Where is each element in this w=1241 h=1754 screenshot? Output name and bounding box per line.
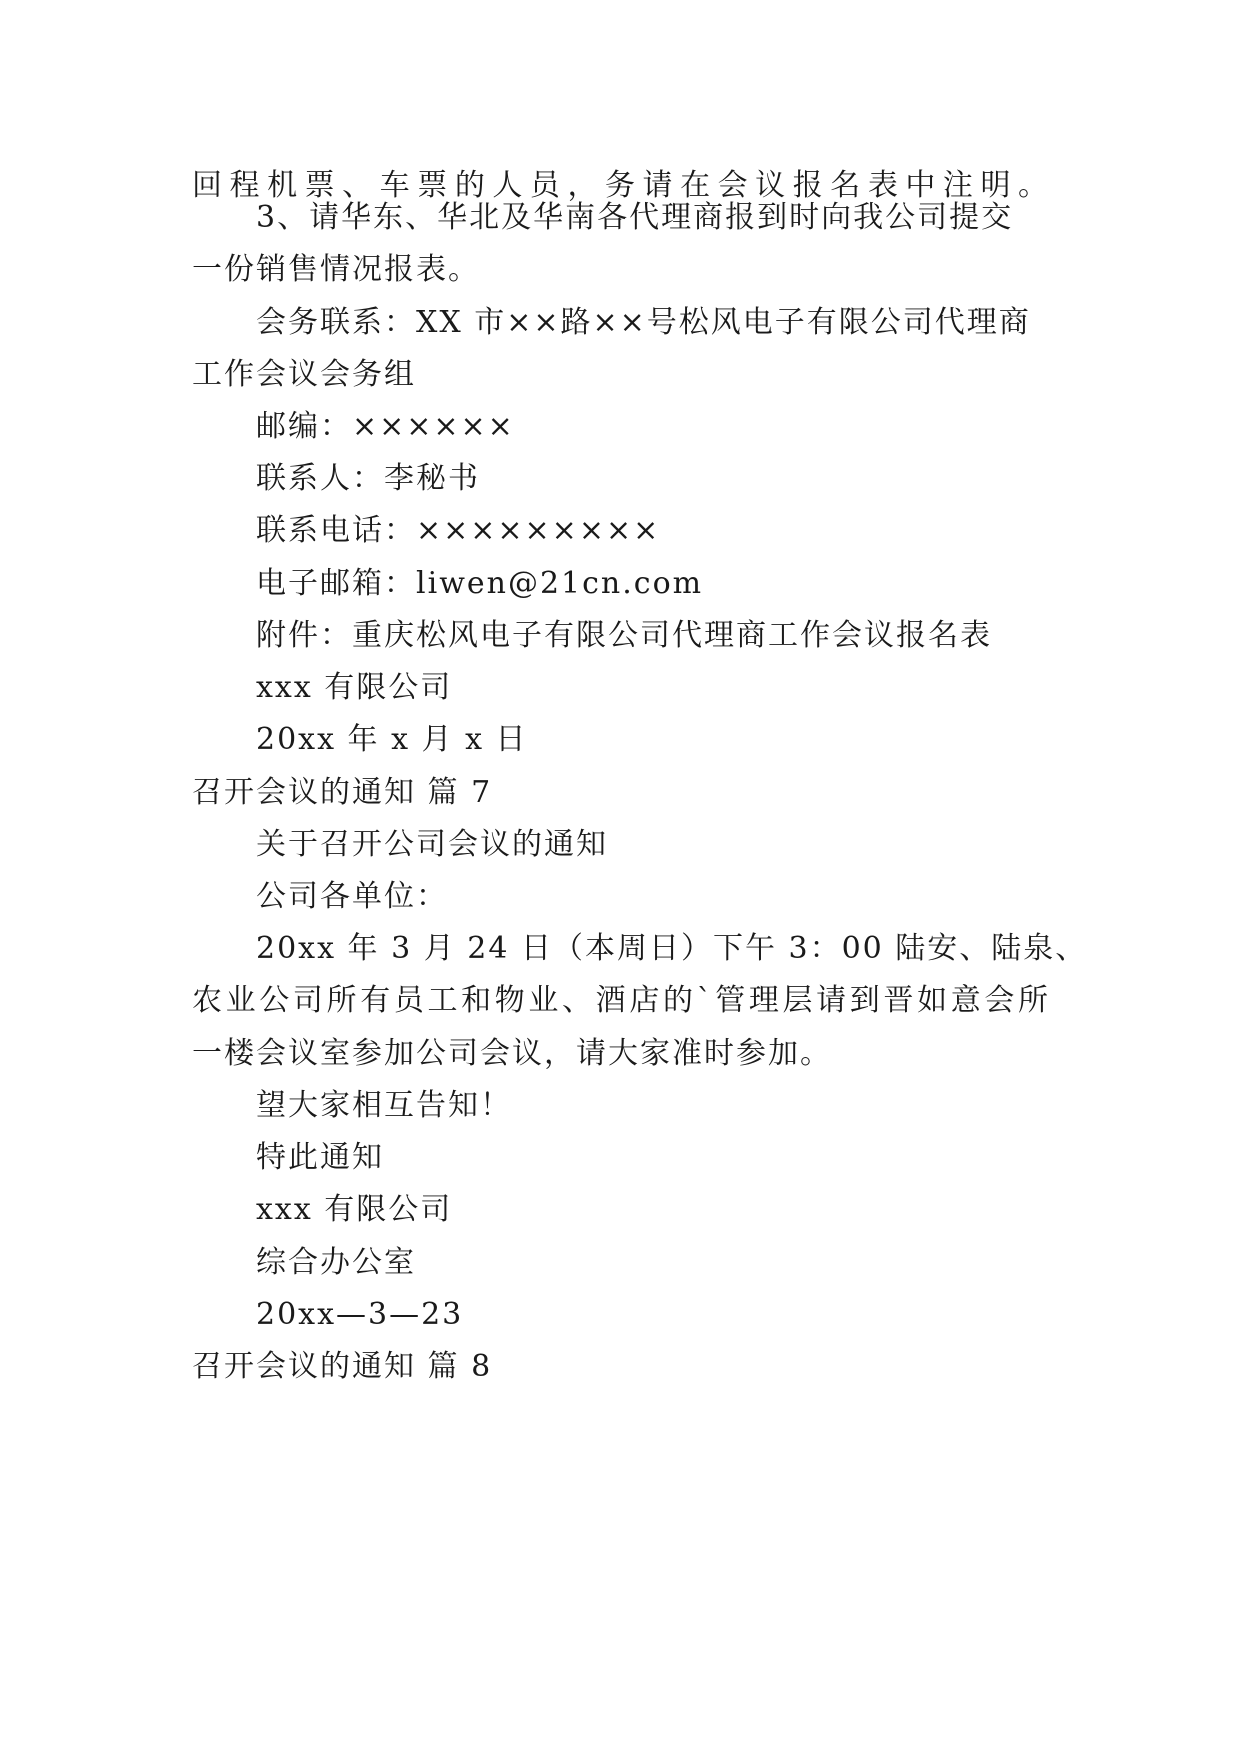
paragraph-line: 3、请华东、华北及华南各代理商报到时向我公司提交: [256, 200, 1014, 235]
paragraph-line: 农业公司所有员工和物业、酒店的`管理层请到晋如意会所: [192, 983, 1049, 1018]
notice-title: 关于召开公司会议的通知: [256, 827, 608, 862]
paragraph-line: 联系人：李秘书: [256, 461, 480, 496]
section-heading: 召开会议的通知 篇 7: [192, 775, 493, 810]
paragraph-line: 邮编：××××××: [256, 409, 515, 444]
paragraph-line: 一份销售情况报表。: [192, 252, 480, 287]
paragraph-line: xxx 有限公司: [256, 1192, 453, 1227]
paragraph-line: 公司各单位：: [256, 879, 448, 914]
paragraph-line: 20xx—3—23: [256, 1297, 464, 1332]
paragraph-line: 特此通知: [256, 1140, 384, 1175]
paragraph-line: xxx 有限公司: [256, 670, 453, 705]
paragraph-line: 电子邮箱：liwen@21cn.com: [256, 566, 704, 601]
paragraph-line: 回程机票、车票的人员，务请在会议报名表中注明。: [192, 168, 1049, 203]
section-heading: 召开会议的通知 篇 8: [192, 1349, 493, 1384]
paragraph-line: 附件：重庆松风电子有限公司代理商工作会议报名表: [256, 618, 992, 653]
paragraph-line: 一楼会议室参加公司会议，请大家准时参加。: [192, 1036, 832, 1071]
paragraph-line: 综合办公室: [256, 1245, 416, 1280]
paragraph-line: 望大家相互告知！: [256, 1088, 512, 1123]
paragraph-line: 20xx 年 x 月 x 日: [256, 722, 528, 757]
paragraph-line: 会务联系：XX 市××路××号松风电子有限公司代理商: [256, 305, 1031, 340]
paragraph-line: 20xx 年 3 月 24 日（本周日）下午 3：00 陆安、陆泉、: [256, 931, 1088, 966]
paragraph-line: 联系电话：×××××××××: [256, 513, 661, 548]
paragraph-line: 工作会议会务组: [192, 357, 416, 392]
